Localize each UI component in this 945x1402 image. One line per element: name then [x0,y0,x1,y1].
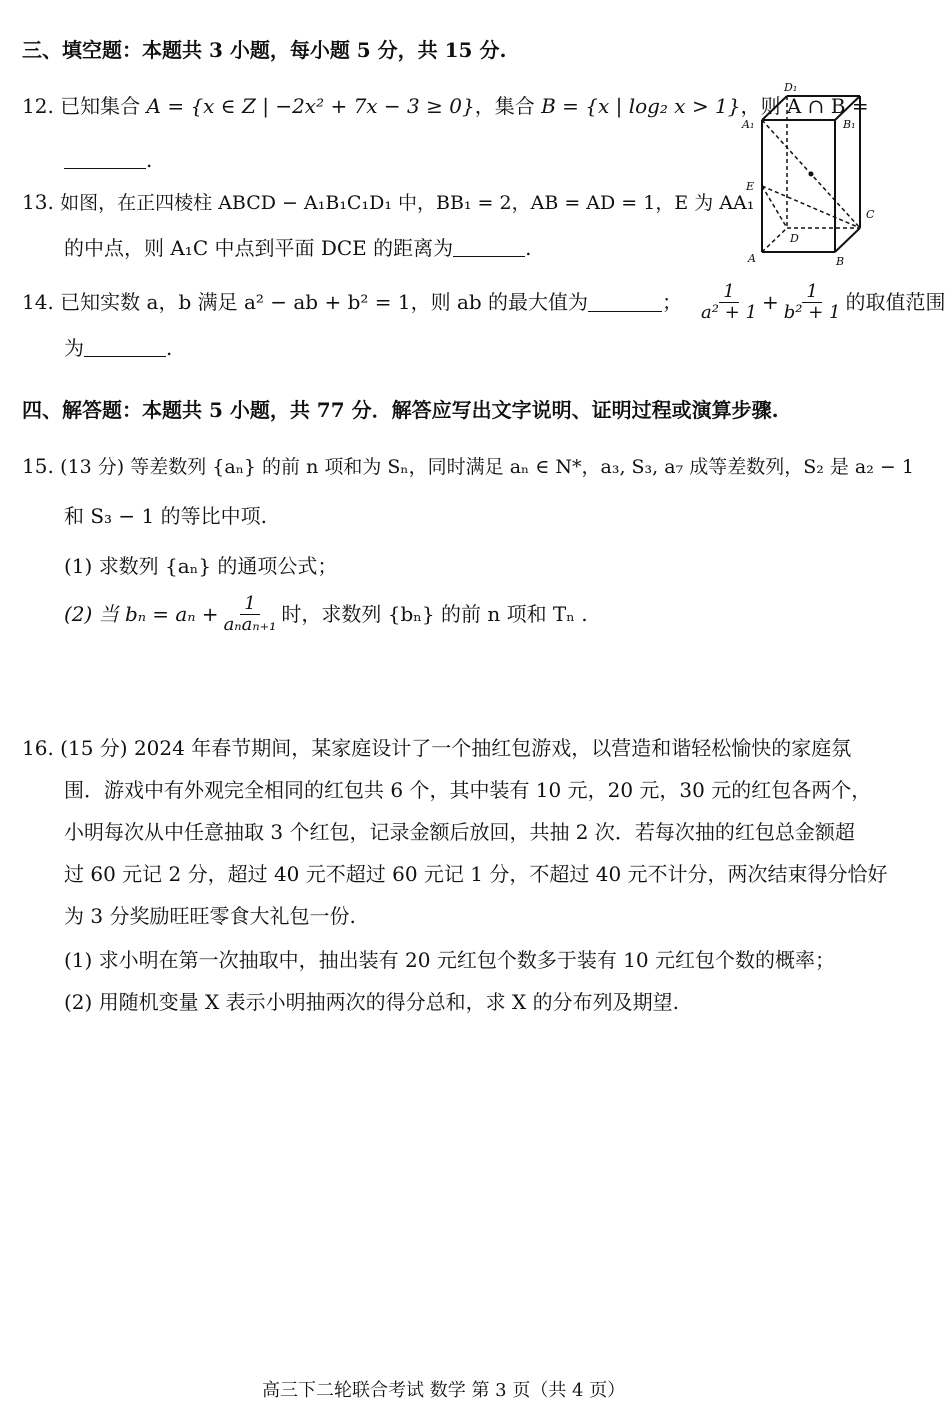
set-a-expression: A = {x ∈ Z | −2x² + 7x − 3 ≥ 0} [146,94,475,118]
label-b1: B₁ [843,118,856,131]
fraction-a-numerator: 1 [719,282,738,303]
question-15-number: 15. [22,454,54,478]
label-a: A [748,252,756,265]
question-14-text-3: 的取值范围 [845,290,945,314]
question-12-number: 12. [22,94,54,118]
segment-e-c [762,186,860,228]
fraction-bn-numerator: 1 [240,594,259,615]
question-13-text-1: 如图，在正四棱柱 ABCD − A₁B₁C₁D₁ 中，BB₁ = 2，AB = AD = 1，E 为 AA₁ [60,192,755,214]
question-13-end: . [525,236,532,260]
label-b: B [836,255,845,268]
fraction-b [781,282,844,323]
question-12-text: 已知集合 [60,94,147,118]
fraction-b-denominator: b² + 1 [783,301,841,323]
label-d1: D₁ [784,81,798,94]
question-13-number: 13. [22,190,54,214]
edge-a-d-hidden [762,228,787,252]
question-15-line-1 [22,452,914,481]
label-d: D [790,232,799,245]
prism-figure [740,82,890,267]
midpoint-dot [809,172,814,177]
question-14-text-4: 为 [64,336,84,360]
question-15-part-2 [64,588,588,640]
question-12-line-2 [64,146,152,174]
fraction-bn-denominator: aₙaₙ₊₁ [223,613,277,635]
question-14-text-1: 已知实数 a，b 满足 a² − ab + b² = 1，则 ab 的最大值为 [60,290,589,314]
question-16-text-1: (15 分) 2024 年春节期间，某家庭设计了一个抽红包游戏，以营造和谐轻松愉快的家庭氛 [60,736,852,760]
plus-sign: + [761,290,779,314]
edge-a1-d1 [762,96,787,120]
question-15-line-2: 和 S₃ − 1 的等比中项. [64,504,267,528]
fraction-a-denominator: a² + 1 [701,301,757,323]
question-13-line-2 [64,234,532,262]
question-14-line-1 [22,276,945,328]
label-e: E [746,180,755,193]
question-12-end: . [146,148,153,172]
question-16-part-2: (2) 用随机变量 X 表示小明抽两次的得分总和，求 X 的分布列及期望. [64,990,679,1014]
question-15-part-2-text-2: 时，求数列 {bₙ} 的前 n 项和 Tₙ . [281,602,588,626]
question-14-line-2 [64,334,172,362]
question-16-part-1: (1) 求小明在第一次抽取中，抽出装有 20 元红包个数多于装有 10 元红包个数的概率； [64,948,836,972]
question-16-line-5: 为 3 分奖励旺旺零食大礼包一份. [64,904,356,928]
answer-blank-14a[interactable] [588,293,662,312]
question-12-text-2: ，集合 [474,94,542,118]
set-b-expression: B = {x | log₂ x > 1} [541,94,741,118]
label-a1: A₁ [742,118,755,131]
fraction-bn [221,594,280,635]
edge-b1-c1 [835,96,860,120]
section-4-heading: 四、解答题：本题共 5 小题，共 77 分．解答应写出文字说明、证明过程或演算步骤. [22,398,779,422]
question-15-part-2-text-1: (2) 当 bₙ = aₙ + [64,602,219,626]
question-12-text-3: ，则 A ∩ B = [740,94,869,118]
question-13-text-2: 的中点，则 A₁C 中点到平面 DCE 的距离为 [64,236,454,260]
question-14-semicolon: ； [662,290,683,314]
fraction-b-numerator: 1 [802,282,821,303]
question-15-text-1: (13 分) 等差数列 {aₙ} 的前 n 项和为 Sₙ，同时满足 aₙ ∈ N*，a₃, S₃, a₇ 成等差数列，S₂ 是 a₂ − 1 [60,456,914,478]
question-16-number: 16. [22,736,54,760]
answer-blank-12[interactable] [64,150,146,169]
question-16-line-3: 小明每次从中任意抽取 3 个红包，记录金额后放回，共抽 2 次．若每次抽的红包总金额超 [64,820,855,844]
question-16-line-4: 过 60 元记 2 分，超过 40 元不超过 60 元记 1 分，不超过 40 元不计分，两次结束得分恰好 [64,862,888,886]
edge-b-c [835,228,860,252]
section-3-heading: 三、填空题：本题共 3 小题，每小题 5 分，共 15 分. [22,38,507,62]
question-13-line-1 [22,188,754,217]
question-16-line-2: 围．游戏中有外观完全相同的红包共 6 个，其中装有 10 元，20 元，30 元的红包各两个， [64,778,872,802]
label-c: C [866,208,875,221]
question-16-line-1 [22,734,851,762]
segment-e-d [762,186,787,228]
question-15-part-1: (1) 求数列 {aₙ} 的通项公式； [64,554,338,578]
page-footer: 高三下二轮联合考试 数学 第 3 页（共 4 页） [262,1380,626,1401]
fraction-a [698,282,760,323]
answer-blank-13[interactable] [453,238,525,257]
question-14-number: 14. [22,290,54,314]
answer-blank-14b[interactable] [84,338,166,357]
question-14-end: . [166,336,173,360]
